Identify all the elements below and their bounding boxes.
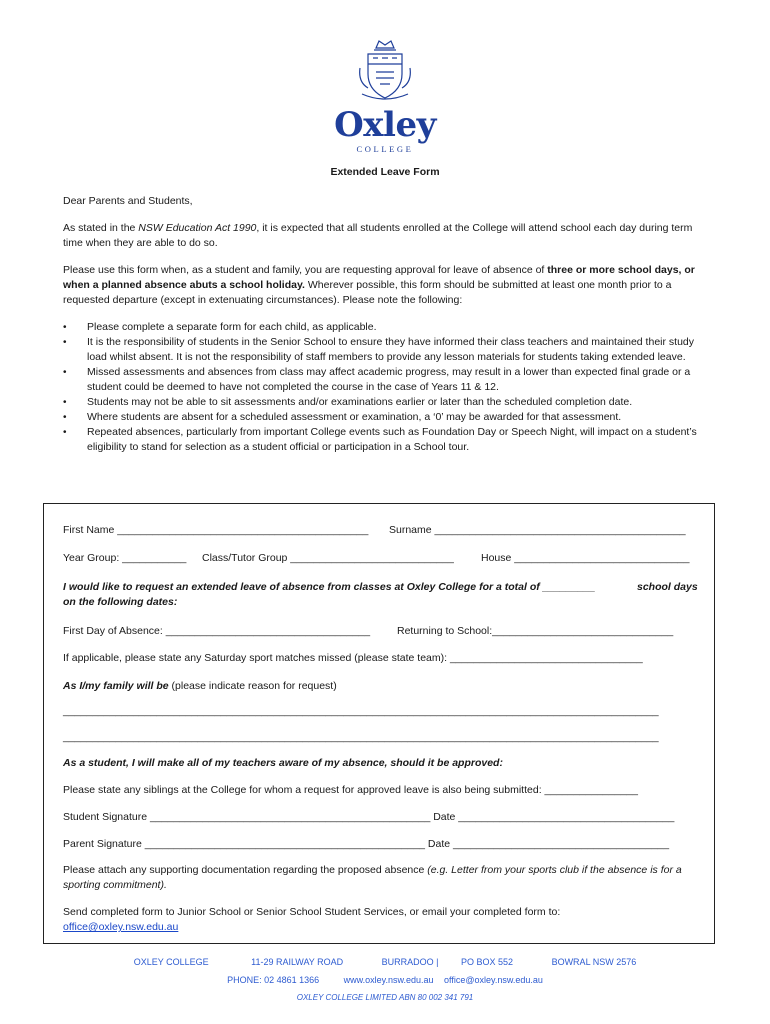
list-item: • Please complete a separate form for each child, as applicable. bbox=[63, 320, 707, 335]
email-link[interactable]: office@oxley.nsw.edu.au bbox=[63, 921, 179, 933]
list-item: • Where students are absent for a scheduled assessment or examination, a ‘0’ may be awarded for that assessment. bbox=[63, 410, 707, 425]
surname-field[interactable]: Surname ___________________________________________ bbox=[389, 524, 686, 536]
intro-paragraph bbox=[63, 221, 703, 251]
request-dates-label: on the following dates: bbox=[63, 596, 178, 608]
parent-signature-field[interactable]: Parent Signature ________________________________________________ Date _____________________________________ bbox=[63, 838, 670, 850]
greeting: Dear Parents and Students, bbox=[63, 195, 193, 207]
list-item: • Missed assessments and absences from class may affect academic progress, may result in a lower than expected final grade or a student could be deemed to have not completed the course in the case of Years 11 & 12. bbox=[63, 365, 707, 395]
instruction-text-a: Please use this form when, as a student and family, you are requesting approval for leave of absence of bbox=[63, 264, 548, 276]
house-field[interactable]: House ______________________________ bbox=[481, 552, 690, 564]
footer-website[interactable]: www.oxley.nsw.edu.au bbox=[343, 975, 434, 985]
crest-icon bbox=[354, 38, 416, 104]
student-statement: As a student, I will make all of my teachers aware of my absence, should it be approved: bbox=[63, 757, 503, 769]
footer-address bbox=[0, 957, 770, 967]
form-title: Extended Leave Form bbox=[330, 166, 440, 178]
reason-label bbox=[63, 679, 337, 693]
send-text: Send completed form to Junior School or Senior School Student Services, or email your completed form to: bbox=[63, 906, 561, 918]
college-logo bbox=[0, 38, 770, 154]
instruction-text-b: Wherever possible, this form should be submitted at least one month prior to a requested departure (except in extenuating circumstances). Please note the following: bbox=[63, 279, 672, 306]
list-item: • Repeated absences, particularly from important College events such as Foundation Day or Speech Night, will impact on a student’s eligibility to stand for selection as a student official or participation in a School tour. bbox=[63, 425, 707, 455]
returning-field[interactable]: Returning to School:_______________________________ bbox=[397, 625, 674, 637]
year-group-field[interactable]: Year Group: ___________ bbox=[63, 552, 187, 564]
siblings-field[interactable]: Please state any siblings at the College for whom a request for approved leave is also being submitted: ________________ bbox=[63, 784, 638, 796]
footer-email[interactable]: office@oxley.nsw.edu.au bbox=[444, 975, 543, 985]
intro-text-a: As stated in the bbox=[63, 222, 139, 234]
footer-po-box: PO BOX 552 bbox=[461, 957, 514, 967]
list-item: • Students may not be able to sit assessments and/or examinations earlier or later than the scheduled completion date. bbox=[63, 395, 707, 410]
footer-street: 11-29 RAILWAY ROAD bbox=[251, 957, 344, 967]
first-name-field[interactable]: First Name ___________________________________________ bbox=[63, 524, 369, 536]
logo-name: Oxley bbox=[334, 105, 436, 145]
instruction-bold: three or more school days, or when a planned absence abuts a school holiday. bbox=[63, 264, 695, 291]
send-instructions bbox=[63, 905, 708, 935]
footer-suburb: BURRADOO | bbox=[381, 957, 439, 967]
instruction-paragraph bbox=[63, 263, 703, 308]
request-school-days: school days bbox=[637, 581, 698, 593]
attach-text: Please attach any supporting documentation regarding the proposed absence bbox=[63, 864, 428, 876]
reason-line[interactable]: ______________________________________________________________________________________________________ bbox=[63, 731, 659, 743]
footer-phone: PHONE: 02 4861 1366 bbox=[227, 975, 320, 985]
reason-label-bold: As I/my family will be bbox=[63, 680, 169, 692]
student-signature-field[interactable]: Student Signature ________________________________________________ Date _____________________________________ bbox=[63, 811, 675, 823]
footer-contact bbox=[0, 975, 770, 985]
sport-field[interactable]: If applicable, please state any Saturday sport matches missed (please state team): _________________________________ bbox=[63, 652, 643, 664]
footer-abn: OXLEY COLLEGE LIMITED ABN 80 002 341 791 bbox=[296, 993, 474, 1002]
notes-list bbox=[63, 320, 707, 455]
intro-text-b: , it is expected that all students enrolled at the College will attend school each day during term time when they are able to do so. bbox=[63, 222, 693, 249]
logo-subtitle: COLLEGE bbox=[356, 144, 414, 154]
reason-line[interactable]: ______________________________________________________________________________________________________ bbox=[63, 705, 659, 717]
intro-act: NSW Education Act 1990 bbox=[138, 222, 257, 234]
list-item: • It is the responsibility of students in the Senior School to ensure they have informed their class teachers and maintained their study load whilst absent. It is not the responsibility of staff members to provide any lesson materials for students taking extended leave. bbox=[63, 335, 707, 365]
footer-college: OXLEY COLLEGE bbox=[133, 957, 209, 967]
reason-label-note: (please indicate reason for request) bbox=[168, 680, 337, 692]
attach-note bbox=[63, 863, 708, 893]
attach-example: (e.g. Letter from your sports club if the absence is for a sporting commitment). bbox=[63, 864, 682, 891]
first-day-field[interactable]: First Day of Absence: ___________________________________ bbox=[63, 625, 371, 637]
footer-town: BOWRAL NSW 2576 bbox=[551, 957, 637, 967]
request-statement: I would like to request an extended leave of absence from classes at Oxley College for a total of _________ bbox=[63, 581, 596, 593]
class-tutor-field[interactable]: Class/Tutor Group ____________________________ bbox=[202, 552, 454, 564]
